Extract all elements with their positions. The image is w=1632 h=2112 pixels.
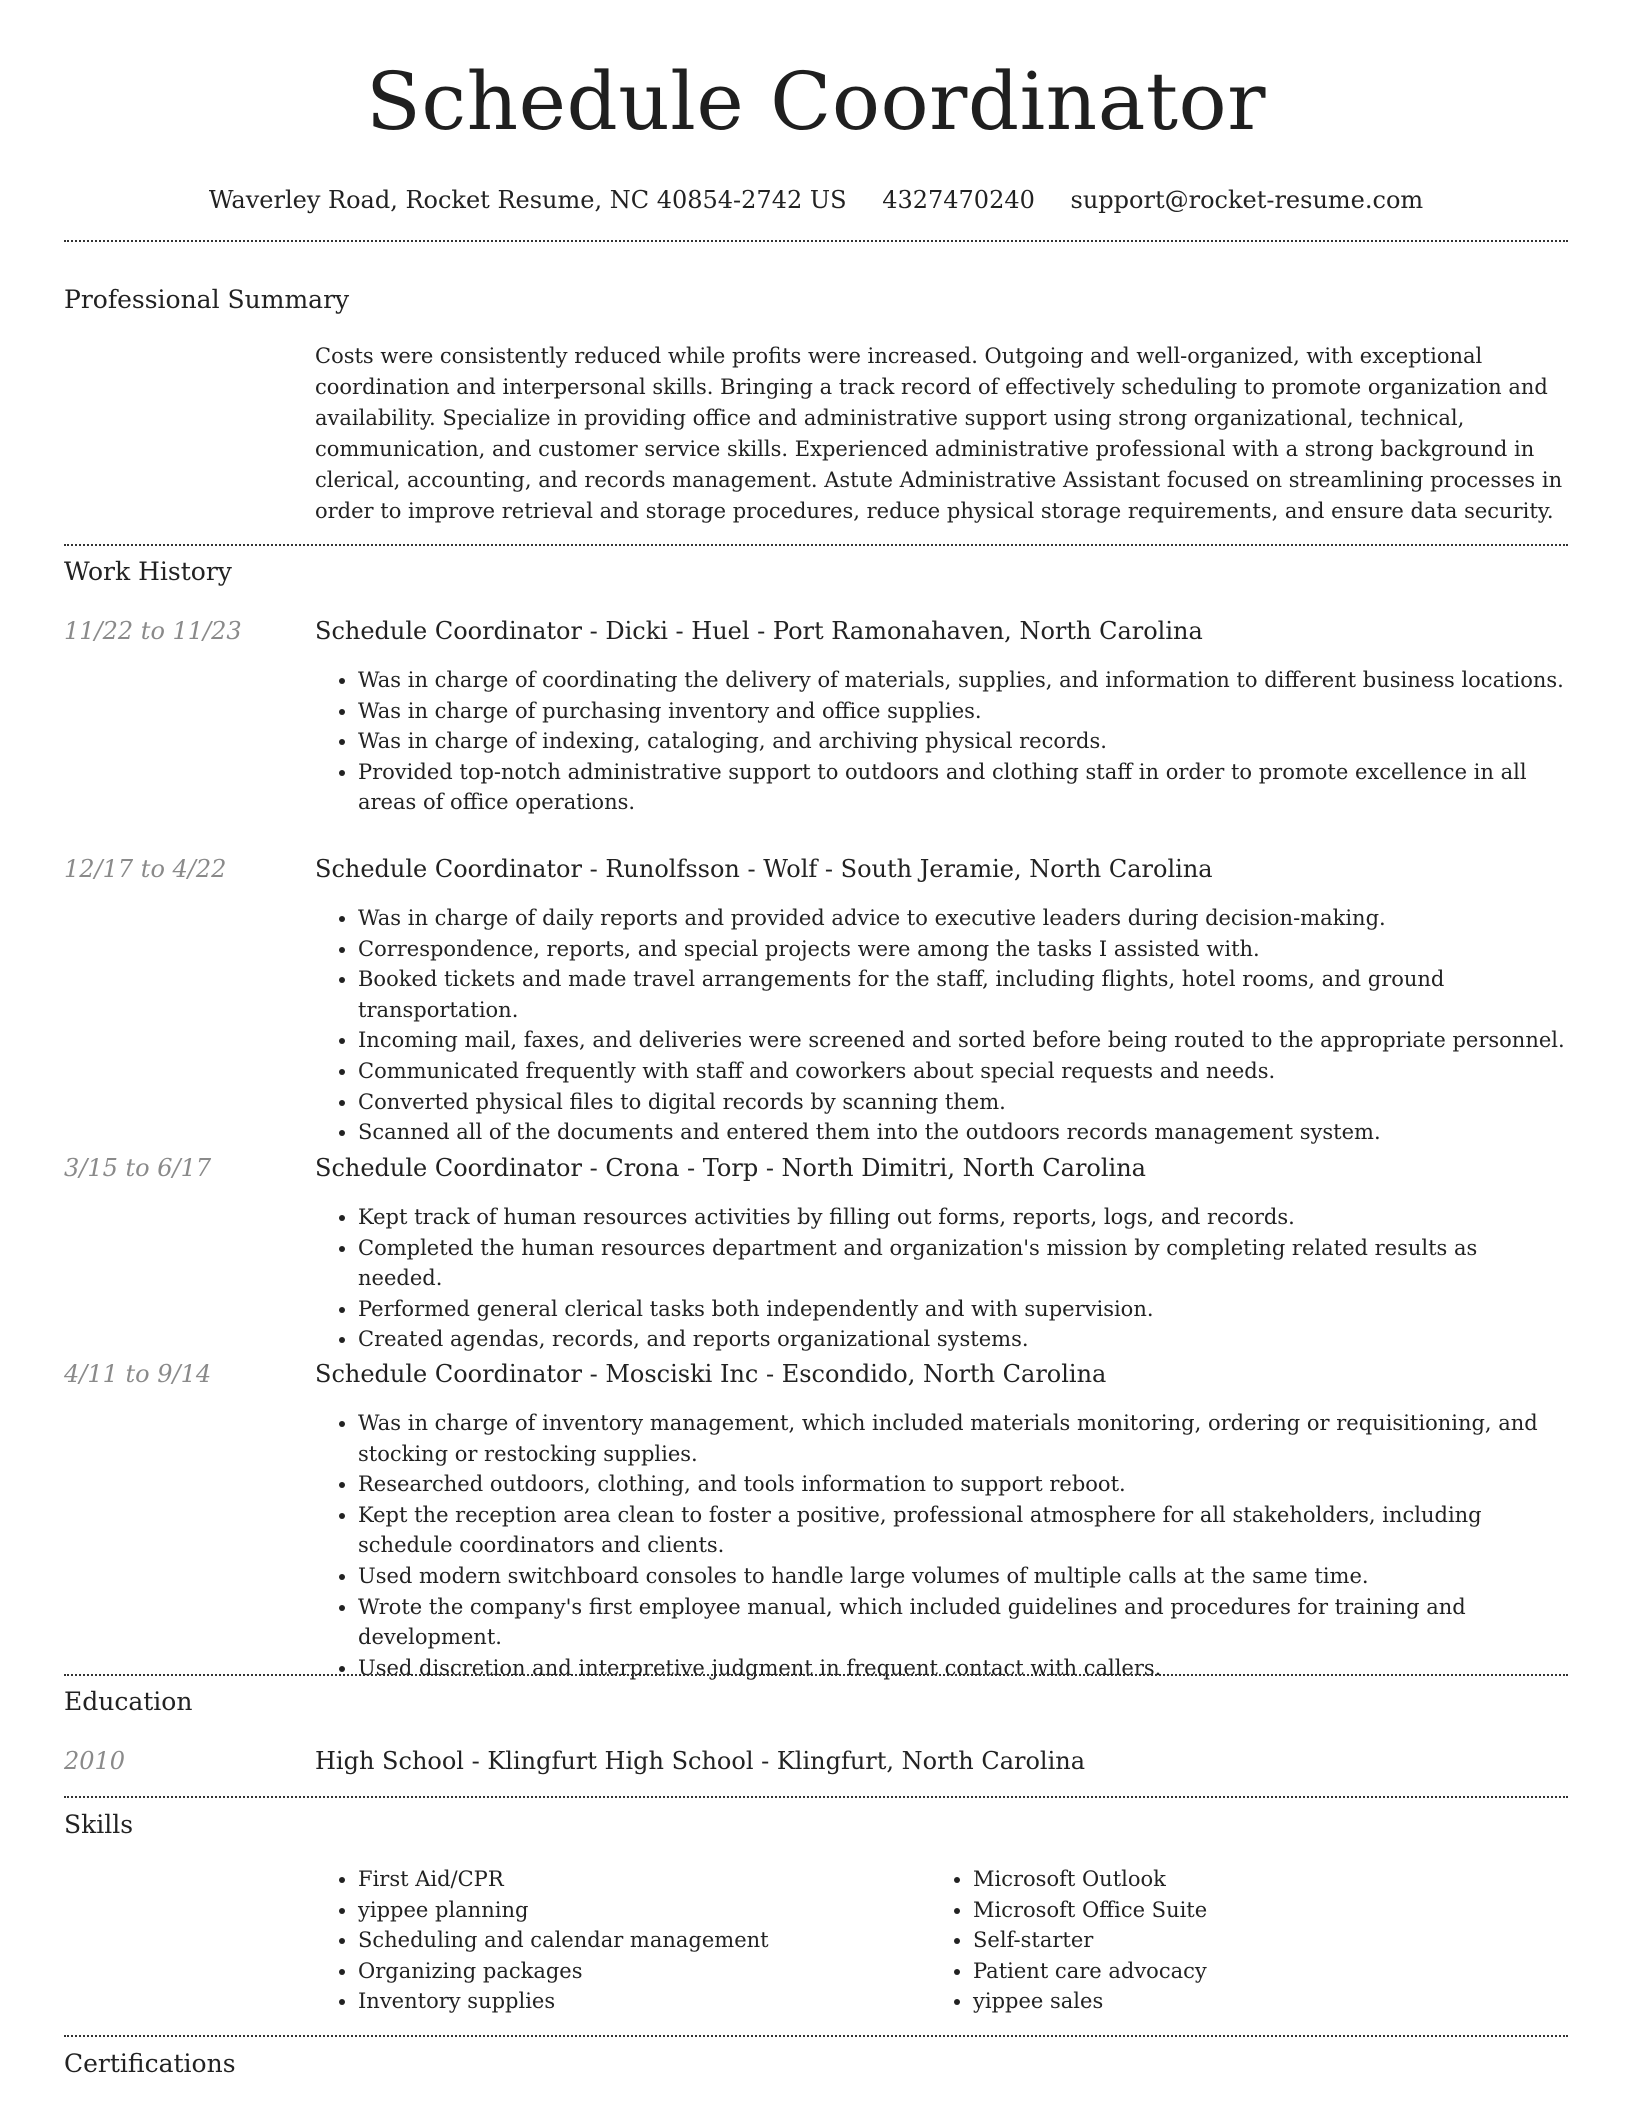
job-title: Schedule Coordinator - Crona - Torp - North Dimitri, North Carolina <box>315 1154 1146 1182</box>
list-item: • Organizing packages <box>358 1956 930 1987</box>
skills-list-right <box>930 1864 1568 2017</box>
list-item: • Completed the human resources department and organization's mission by completing related results as needed. <box>358 1233 1568 1294</box>
list-item: • Incoming mail, faxes, and deliveries were screened and sorted before being routed to the appropriate personnel. <box>358 1025 1568 1056</box>
list-item: • Microsoft Office Suite <box>973 1895 1568 1926</box>
section-title-education: Education <box>64 1687 193 1716</box>
list-item: • Kept track of human resources activities by filling out forms, reports, logs, and records. <box>358 1202 1568 1233</box>
divider <box>64 544 1568 546</box>
list-item: • yippee sales <box>973 1986 1568 2017</box>
divider <box>64 1674 1568 1676</box>
list-item: • Was in charge of inventory management, which included materials monitoring, ordering or requisitioning, and stocking or restocking supplies. <box>358 1408 1568 1469</box>
list-item: • Converted physical files to digital records by scanning them. <box>358 1087 1568 1118</box>
contact-phone: 4327470240 <box>882 186 1035 214</box>
list-item: • Was in charge of indexing, cataloging, and archiving physical records. <box>358 726 1568 757</box>
section-title-certifications: Certifications <box>64 2049 236 2078</box>
section-title-summary: Professional Summary <box>64 285 350 314</box>
list-item: • Was in charge of purchasing inventory and office supplies. <box>358 696 1568 727</box>
skills-list-left <box>315 1864 930 2017</box>
list-item: • Scanned all of the documents and entered them into the outdoors records management system. <box>358 1117 1568 1148</box>
job-title: Schedule Coordinator - Dicki - Huel - Port Ramonahaven, North Carolina <box>315 617 1203 645</box>
list-item: • Performed general clerical tasks both independently and with supervision. <box>358 1294 1568 1325</box>
divider <box>64 1796 1568 1798</box>
list-item: • Wrote the company's first employee manual, which included guidelines and procedures for training and development. <box>358 1592 1568 1653</box>
contact-email: support@rocket-resume.com <box>1070 186 1424 214</box>
resume-name: Schedule Coordinator <box>366 55 1266 148</box>
list-item: • Provided top-notch administrative support to outdoors and clothing staff in order to promote excellence in all areas of office operations. <box>358 757 1568 818</box>
education-year: 2010 <box>64 1747 126 1775</box>
list-item: • Created agendas, records, and reports organizational systems. <box>358 1324 1568 1355</box>
summary-text: Costs were consistently reduced while profits were increased. Outgoing and well-organized, with exceptional coordination and interpersonal skills. Bringing a track record of effectively scheduling to promote organization and availability. Specialize in providing office and administrative support using strong organizational, technical, communication, and customer service skills. Experienced administrative professional with a strong background in clerical, accounting, and records management. Astute Administrative Assistant focused on streamlining processes in order to improve retrieval and storage procedures, reduce physical storage requirements, and ensure data security. <box>315 344 1563 523</box>
list-item: • Used discretion and interpretive judgment in frequent contact with callers. <box>358 1653 1568 1684</box>
list-item: • Communicated frequently with staff and coworkers about special requests and needs. <box>358 1056 1568 1087</box>
list-item: • Booked tickets and made travel arrangements for the staff, including flights, hotel rooms, and ground transportation. <box>358 964 1568 1025</box>
job-bullets <box>315 665 1568 818</box>
list-item: • Used modern switchboard consoles to handle large volumes of multiple calls at the same time. <box>358 1561 1568 1592</box>
job-dates: 11/22 to 11/23 <box>64 617 242 645</box>
list-item: • Was in charge of coordinating the delivery of materials, supplies, and information to different business locations. <box>358 665 1568 696</box>
list-item: • Inventory supplies <box>358 1986 930 2017</box>
job-bullets <box>315 1408 1568 1683</box>
list-item: • Self-starter <box>973 1925 1568 1956</box>
job-dates: 12/17 to 4/22 <box>64 855 227 883</box>
list-item: • Scheduling and calendar management <box>358 1925 930 1956</box>
list-item: • yippee planning <box>358 1895 930 1926</box>
job-title: Schedule Coordinator - Mosciski Inc - Escondido, North Carolina <box>315 1360 1107 1388</box>
section-title-work-history: Work History <box>64 557 232 586</box>
divider <box>64 2035 1568 2037</box>
job-dates: 3/15 to 6/17 <box>64 1154 212 1182</box>
job-bullets <box>315 1202 1568 1355</box>
contact-line <box>0 184 1632 216</box>
list-item: • Kept the reception area clean to foster a positive, professional atmosphere for all stakeholders, including schedule coordinators and clients. <box>358 1500 1568 1561</box>
list-item: • Correspondence, reports, and special projects were among the tasks I assisted with. <box>358 934 1568 965</box>
list-item: • Microsoft Outlook <box>973 1864 1568 1895</box>
job-title: Schedule Coordinator - Runolfsson - Wolf - South Jeramie, North Carolina <box>315 855 1213 883</box>
education-entry: High School - Klingfurt High School - Klingfurt, North Carolina <box>315 1747 1086 1775</box>
list-item: • First Aid/CPR <box>358 1864 930 1895</box>
section-title-skills: Skills <box>64 1810 134 1839</box>
job-dates: 4/11 to 9/14 <box>64 1360 212 1388</box>
contact-address: Waverley Road, Rocket Resume, NC 40854-2742 US <box>208 186 847 214</box>
list-item: • Patient care advocacy <box>973 1956 1568 1987</box>
job-bullets <box>315 903 1568 1148</box>
divider <box>64 240 1568 242</box>
list-item: • Researched outdoors, clothing, and tools information to support reboot. <box>358 1469 1568 1500</box>
list-item: • Was in charge of daily reports and provided advice to executive leaders during decision-making. <box>358 903 1568 934</box>
